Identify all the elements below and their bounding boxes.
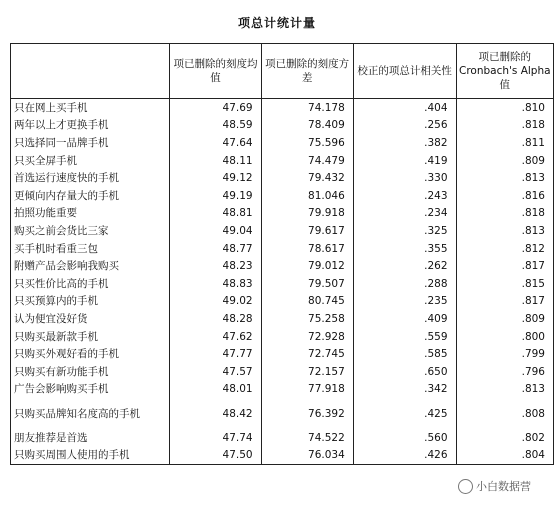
row-alpha: .818 xyxy=(456,205,553,223)
row-label: 只在网上买手机 xyxy=(11,99,170,117)
table-row xyxy=(11,345,554,363)
row-alpha: .809 xyxy=(456,152,553,170)
row-correlation: .234 xyxy=(353,205,456,223)
row-variance: 79.012 xyxy=(261,257,353,275)
row-mean: 49.02 xyxy=(170,293,261,311)
row-label: 只买性价比高的手机 xyxy=(11,275,170,293)
row-variance: 79.507 xyxy=(261,275,353,293)
row-mean: 48.83 xyxy=(170,275,261,293)
row-correlation: .355 xyxy=(353,240,456,258)
row-alpha: .818 xyxy=(456,117,553,135)
row-alpha: .800 xyxy=(456,328,553,346)
row-label: 认为便宜没好货 xyxy=(11,310,170,328)
row-mean: 48.23 xyxy=(170,257,261,275)
row-alpha: .812 xyxy=(456,240,553,258)
row-label: 购买之前会货比三家 xyxy=(11,222,170,240)
row-mean: 49.19 xyxy=(170,187,261,205)
wechat-icon xyxy=(458,479,473,494)
row-mean: 47.77 xyxy=(170,345,261,363)
row-mean: 48.81 xyxy=(170,205,261,223)
row-correlation: .404 xyxy=(353,99,456,117)
header-item-total-correlation: 校正的项总计相关性 xyxy=(353,44,456,99)
row-alpha: .817 xyxy=(456,293,553,311)
row-alpha: .813 xyxy=(456,381,553,399)
table-row xyxy=(11,363,554,381)
row-correlation: .235 xyxy=(353,293,456,311)
row-alpha: .796 xyxy=(456,363,553,381)
row-correlation: .426 xyxy=(353,447,456,465)
row-variance: 79.617 xyxy=(261,222,353,240)
row-mean: 48.11 xyxy=(170,152,261,170)
row-variance: 72.928 xyxy=(261,328,353,346)
header-item xyxy=(11,44,170,99)
row-variance: 72.745 xyxy=(261,345,353,363)
table-row xyxy=(11,275,554,293)
row-correlation: .419 xyxy=(353,152,456,170)
row-mean: 48.28 xyxy=(170,310,261,328)
row-mean: 49.04 xyxy=(170,222,261,240)
row-correlation: .325 xyxy=(353,222,456,240)
table-row xyxy=(11,187,554,205)
watermark-text: 小白数据营 xyxy=(476,480,531,493)
row-alpha: .808 xyxy=(456,398,553,429)
row-label: 买手机时看重三包 xyxy=(11,240,170,258)
row-label: 只购买外观好看的手机 xyxy=(11,345,170,363)
row-variance: 76.392 xyxy=(261,398,353,429)
row-correlation: .243 xyxy=(353,187,456,205)
row-correlation: .650 xyxy=(353,363,456,381)
row-correlation: .382 xyxy=(353,134,456,152)
row-variance: 74.178 xyxy=(261,99,353,117)
row-label: 附赠产品会影响我购买 xyxy=(11,257,170,275)
row-mean: 49.12 xyxy=(170,169,261,187)
row-correlation: .560 xyxy=(353,429,456,447)
row-variance: 78.409 xyxy=(261,117,353,135)
row-alpha: .802 xyxy=(456,429,553,447)
row-label: 只购买周围人使用的手机 xyxy=(11,447,170,465)
item-total-statistics-table xyxy=(10,43,554,465)
table-row xyxy=(11,205,554,223)
row-alpha: .810 xyxy=(456,99,553,117)
table-row xyxy=(11,429,554,447)
row-mean: 47.64 xyxy=(170,134,261,152)
table-row xyxy=(11,310,554,328)
row-label: 广告会影响购买手机 xyxy=(11,381,170,399)
row-correlation: .342 xyxy=(353,381,456,399)
table-row xyxy=(11,257,554,275)
row-mean: 47.50 xyxy=(170,447,261,465)
row-correlation: .585 xyxy=(353,345,456,363)
row-correlation: .425 xyxy=(353,398,456,429)
row-variance: 75.258 xyxy=(261,310,353,328)
row-correlation: .262 xyxy=(353,257,456,275)
table-row xyxy=(11,99,554,117)
table-row xyxy=(11,134,554,152)
row-mean: 47.69 xyxy=(170,99,261,117)
row-alpha: .813 xyxy=(456,169,553,187)
row-alpha: .809 xyxy=(456,310,553,328)
row-variance: 79.918 xyxy=(261,205,353,223)
row-label: 只购买有新功能手机 xyxy=(11,363,170,381)
row-label: 只购买最新款手机 xyxy=(11,328,170,346)
table-row xyxy=(11,117,554,135)
row-label: 两年以上才更换手机 xyxy=(11,117,170,135)
header-cronbach-alpha: 项已删除的 Cronbach's Alpha 值 xyxy=(456,44,553,99)
row-alpha: .815 xyxy=(456,275,553,293)
row-alpha: .811 xyxy=(456,134,553,152)
row-label: 只买预算内的手机 xyxy=(11,293,170,311)
row-mean: 48.59 xyxy=(170,117,261,135)
row-correlation: .559 xyxy=(353,328,456,346)
table-body xyxy=(11,99,554,465)
row-correlation: .330 xyxy=(353,169,456,187)
table-row xyxy=(11,328,554,346)
row-label: 首选运行速度快的手机 xyxy=(11,169,170,187)
row-label: 更倾向内存量大的手机 xyxy=(11,187,170,205)
row-correlation: .288 xyxy=(353,275,456,293)
table-row xyxy=(11,169,554,187)
row-variance: 79.432 xyxy=(261,169,353,187)
table-row xyxy=(11,222,554,240)
header-scale-variance: 项已删除的刻度方差 xyxy=(261,44,353,99)
table-title: 项总计统计量 xyxy=(237,16,316,30)
table-row xyxy=(11,381,554,399)
row-mean: 47.57 xyxy=(170,363,261,381)
table-row xyxy=(11,152,554,170)
row-variance: 77.918 xyxy=(261,381,353,399)
row-variance: 74.522 xyxy=(261,429,353,447)
row-label: 只选择同一品牌手机 xyxy=(11,134,170,152)
header-row xyxy=(11,44,554,99)
row-label: 只购买品牌知名度高的手机 xyxy=(11,398,170,429)
row-alpha: .799 xyxy=(456,345,553,363)
row-label: 拍照功能重要 xyxy=(11,205,170,223)
table-row xyxy=(11,240,554,258)
row-variance: 80.745 xyxy=(261,293,353,311)
header-scale-mean: 项已删除的刻度均值 xyxy=(170,44,261,99)
row-mean: 47.74 xyxy=(170,429,261,447)
row-mean: 48.42 xyxy=(170,398,261,429)
row-alpha: .816 xyxy=(456,187,553,205)
row-alpha: .804 xyxy=(456,447,553,465)
table-row xyxy=(11,447,554,465)
watermark xyxy=(458,478,531,494)
row-mean: 48.01 xyxy=(170,381,261,399)
row-variance: 78.617 xyxy=(261,240,353,258)
row-label: 朋友推荐是首选 xyxy=(11,429,170,447)
row-alpha: .817 xyxy=(456,257,553,275)
row-variance: 72.157 xyxy=(261,363,353,381)
row-correlation: .409 xyxy=(353,310,456,328)
row-variance: 76.034 xyxy=(261,447,353,465)
row-label: 只买全屏手机 xyxy=(11,152,170,170)
row-correlation: .256 xyxy=(353,117,456,135)
row-alpha: .813 xyxy=(456,222,553,240)
row-variance: 74.479 xyxy=(261,152,353,170)
row-variance: 81.046 xyxy=(261,187,353,205)
row-mean: 47.62 xyxy=(170,328,261,346)
table-row xyxy=(11,398,554,429)
row-mean: 48.77 xyxy=(170,240,261,258)
row-variance: 75.596 xyxy=(261,134,353,152)
table-row xyxy=(11,293,554,311)
